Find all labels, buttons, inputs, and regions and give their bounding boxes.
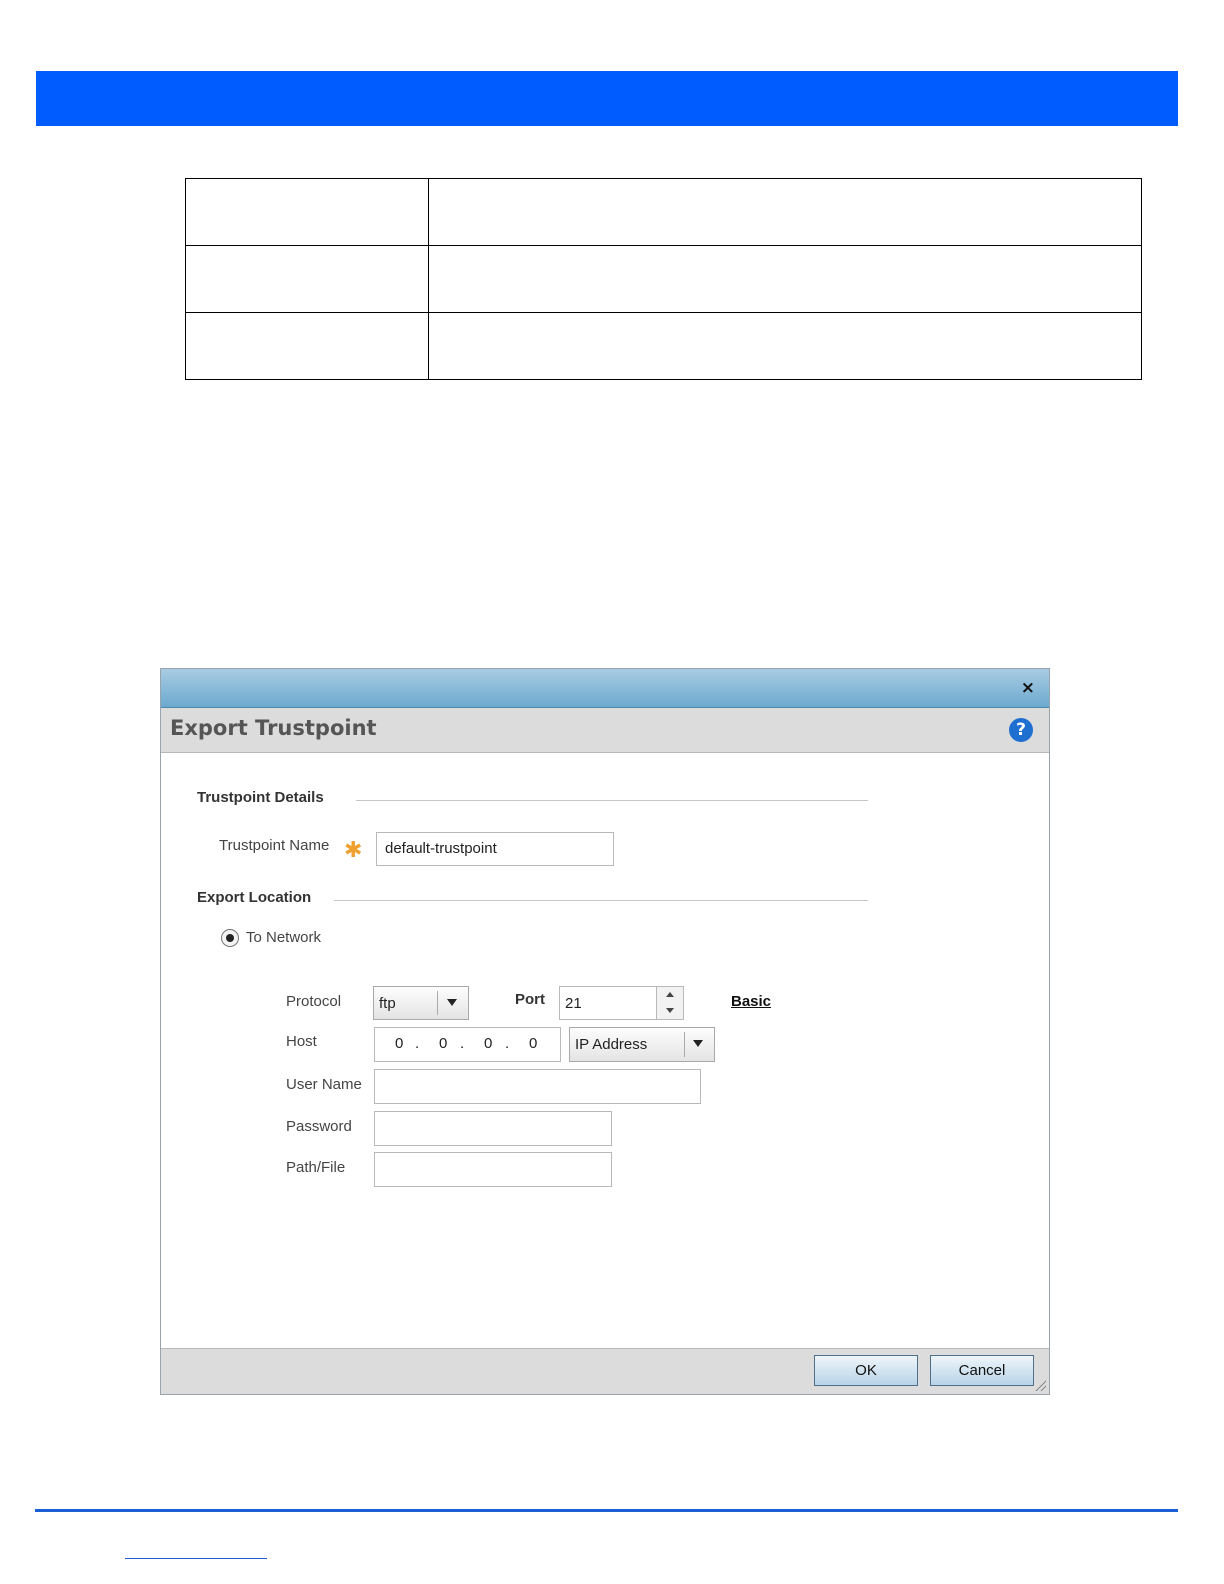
port-value: 21 <box>565 995 582 1012</box>
trustpoint-name-label: Trustpoint Name <box>219 837 330 854</box>
footer-rule <box>35 1509 1178 1512</box>
ip-separator: . <box>415 1035 420 1052</box>
host-label: Host <box>286 1033 317 1050</box>
ip-separator: . <box>460 1035 465 1052</box>
path-file-input[interactable] <box>374 1152 612 1187</box>
user-name-label: User Name <box>286 1076 362 1093</box>
table-cell <box>429 179 1142 246</box>
export-location-heading: Export Location <box>197 889 312 906</box>
page-header-banner <box>36 71 1178 126</box>
password-input[interactable] <box>374 1111 612 1146</box>
user-name-input[interactable] <box>374 1069 701 1104</box>
spinner-up-icon[interactable] <box>656 987 683 1004</box>
table-row <box>186 246 1142 313</box>
to-network-label: To Network <box>246 929 322 946</box>
port-spinner[interactable] <box>559 986 684 1020</box>
basic-link[interactable]: Basic <box>731 993 772 1010</box>
required-star-icon: ✱ <box>344 837 363 862</box>
port-label: Port <box>515 991 545 1008</box>
table-cell <box>429 313 1142 380</box>
dialog-title: Export Trustpoint <box>170 716 377 740</box>
host-type-select[interactable] <box>569 1027 715 1062</box>
chevron-down-icon <box>693 1040 703 1047</box>
dialog-titlebar[interactable] <box>161 669 1049 708</box>
path-file-label: Path/File <box>286 1159 346 1176</box>
trustpoint-name-input[interactable]: default-trustpoint <box>376 832 614 866</box>
table-row <box>186 313 1142 380</box>
select-divider <box>437 991 438 1015</box>
ip-separator: . <box>505 1035 510 1052</box>
host-ip-input[interactable] <box>374 1027 561 1062</box>
close-icon[interactable]: × <box>1020 678 1035 698</box>
table-cell <box>186 179 429 246</box>
password-label: Password <box>286 1118 352 1135</box>
dialog-header <box>161 708 1049 753</box>
section-divider <box>334 900 868 901</box>
export-trustpoint-dialog <box>160 668 1050 1395</box>
ip-octet-2[interactable]: 0 <box>439 1035 448 1052</box>
host-type-value: IP Address <box>575 1036 648 1053</box>
dialog-footer <box>161 1348 1049 1394</box>
table-cell <box>429 246 1142 313</box>
protocol-value: ftp <box>379 995 396 1012</box>
ip-octet-4[interactable]: 0 <box>529 1035 538 1052</box>
ip-octet-1[interactable]: 0 <box>395 1035 404 1052</box>
chevron-down-icon <box>447 999 457 1006</box>
to-network-radio[interactable] <box>221 929 239 947</box>
resize-grip-icon[interactable] <box>1034 1379 1046 1391</box>
table-row <box>186 179 1142 246</box>
cancel-button[interactable]: Cancel <box>930 1355 1034 1386</box>
table-cell <box>186 246 429 313</box>
spinner-down-icon[interactable] <box>656 1003 683 1019</box>
protocol-select[interactable] <box>373 986 469 1020</box>
parameter-table <box>185 178 1142 380</box>
section-divider <box>356 800 868 801</box>
help-icon[interactable]: ? <box>1009 718 1033 742</box>
ok-button[interactable]: OK <box>814 1355 918 1386</box>
footer-link-underline <box>125 1558 267 1559</box>
select-divider <box>684 1032 685 1057</box>
trustpoint-details-heading: Trustpoint Details <box>197 789 324 806</box>
protocol-label: Protocol <box>286 993 342 1010</box>
table-cell <box>186 313 429 380</box>
ip-octet-3[interactable]: 0 <box>484 1035 493 1052</box>
